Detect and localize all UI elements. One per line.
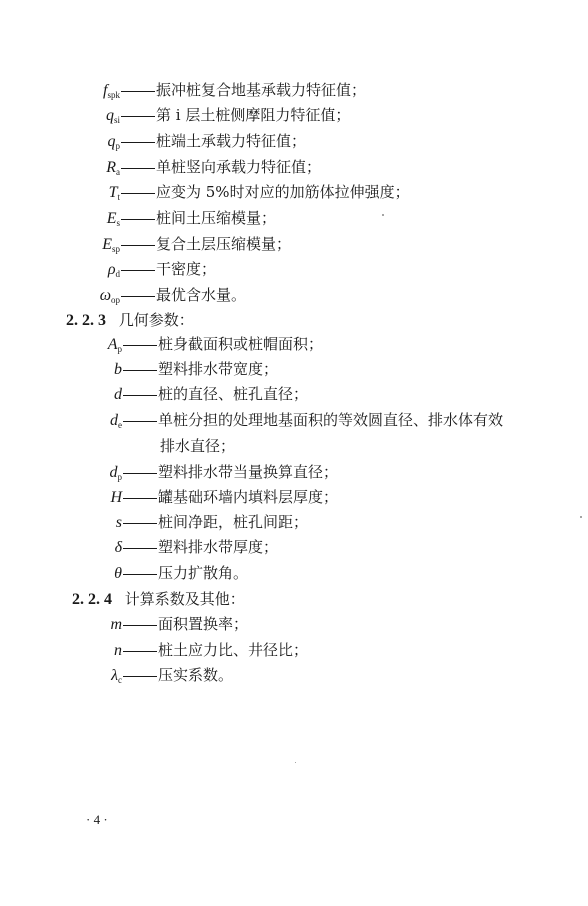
symbol-subscript: s	[116, 218, 120, 228]
symbol-definition-row	[0, 80, 366, 105]
em-dash-rule	[121, 270, 155, 271]
scan-speck	[295, 762, 296, 763]
symbol-letter: A	[107, 336, 118, 353]
em-dash-rule	[121, 91, 155, 92]
symbol-definition-row	[0, 665, 233, 690]
symbol-subscript: d	[115, 269, 120, 279]
definition-text: 塑料排水带当量换算直径；	[158, 463, 339, 481]
section-heading-2-2-3	[66, 310, 194, 331]
symbol	[0, 132, 120, 156]
definition-text: 桩土应力比、井径比；	[158, 641, 309, 659]
definition-text: 最优含水量。	[156, 286, 247, 304]
symbol-subscript: p	[117, 344, 122, 354]
symbol-definition-row	[0, 640, 308, 665]
symbol-definition-row	[0, 563, 248, 588]
page-number: · 4 ·	[86, 812, 108, 827]
definition-text: 桩间土压缩模量；	[156, 209, 277, 227]
em-dash-rule	[123, 395, 157, 396]
symbol-definition-row	[0, 537, 278, 562]
symbol	[0, 81, 120, 105]
definition-text: 振冲桩复合地基承载力特征值；	[156, 81, 367, 99]
symbol	[0, 666, 122, 690]
symbol-letter: E	[106, 210, 117, 227]
definition-text: 桩端土承载力特征值；	[156, 132, 307, 150]
definition-text: 塑料排水带厚度；	[158, 538, 279, 556]
em-dash-rule	[123, 676, 157, 677]
section-number: 2. 2. 3	[66, 312, 106, 329]
symbol-letter: δ	[114, 539, 122, 556]
symbol-subscript: a	[116, 167, 120, 177]
em-dash-rule	[121, 168, 155, 169]
symbol-subscript: op	[111, 295, 120, 305]
symbol	[0, 615, 122, 639]
symbol-subscript: si	[113, 115, 120, 125]
em-dash-rule	[121, 116, 155, 117]
em-dash-rule	[121, 193, 155, 194]
symbol	[0, 564, 122, 588]
symbol-letter: d	[114, 386, 122, 403]
symbol	[0, 538, 122, 562]
symbol-definition-row	[0, 131, 306, 156]
symbol-subscript: p	[117, 472, 122, 482]
em-dash-rule	[123, 651, 157, 652]
symbol-letter: λ	[111, 667, 118, 684]
symbol-letter: θ	[114, 565, 122, 582]
symbol-definition-row	[0, 614, 248, 639]
symbol-letter: q	[105, 107, 114, 124]
em-dash-rule	[123, 523, 157, 524]
section-title: 计算系数及其他：	[124, 590, 245, 608]
definition-text: 桩的直径、桩孔直径；	[158, 385, 309, 403]
symbol-letter: ρ	[107, 261, 116, 278]
symbol	[0, 385, 122, 409]
em-dash-rule	[123, 625, 157, 626]
symbol-definition-row	[0, 259, 216, 284]
definition-text: 压力扩散角。	[158, 564, 249, 582]
symbol	[0, 106, 120, 130]
definition-text: 压实系数。	[158, 666, 234, 684]
symbol-letter: m	[110, 616, 122, 633]
definition-text: 塑料排水带宽度；	[158, 360, 279, 378]
symbol	[0, 513, 122, 537]
definition-text: 单桩分担的处理地基面积的等效圆直径、排水体有效	[158, 411, 504, 429]
symbol-letter: E	[102, 236, 112, 253]
definition-text: 应变为 5%时对应的加筋体拉伸强度；	[156, 183, 410, 201]
symbol	[0, 235, 120, 259]
definition-continuation: 排水直径；	[160, 437, 236, 455]
em-dash-rule	[121, 296, 155, 297]
symbol-letter: d	[109, 464, 118, 481]
symbol-definition-row	[0, 462, 338, 487]
symbol	[0, 209, 120, 233]
symbol-subscript: p	[115, 141, 120, 151]
symbol-subscript: t	[117, 192, 120, 202]
section-title: 几何参数：	[118, 311, 194, 329]
symbol	[0, 411, 122, 435]
em-dash-rule	[123, 370, 157, 371]
symbol-letter: ω	[99, 287, 111, 304]
symbol	[0, 463, 122, 487]
definition-text: 桩间净距，桩孔间距；	[158, 513, 309, 531]
symbol-subscript: sp	[111, 244, 120, 254]
em-dash-rule	[121, 245, 155, 246]
symbol	[0, 488, 122, 512]
symbol-letter: f	[103, 82, 108, 99]
symbol-subscript: c	[118, 675, 122, 685]
symbol-letter: d	[110, 412, 118, 429]
symbol-definition-row	[0, 208, 276, 233]
symbol-letter: R	[106, 159, 116, 176]
symbol-definition-row	[0, 384, 308, 409]
symbol	[0, 158, 120, 182]
symbol	[0, 335, 122, 359]
symbol-definition-row	[0, 234, 291, 259]
definition-text: 复合土层压缩模量；	[156, 235, 292, 253]
symbol	[0, 286, 120, 310]
symbol-subscript: e	[118, 420, 122, 430]
definition-text: 桩身截面积或桩帽面积；	[158, 335, 324, 353]
definition-text: 第 i 层土桩侧摩阻力特征值；	[156, 106, 351, 124]
symbol-letter: s	[115, 514, 122, 531]
symbol-definition-row	[0, 487, 338, 512]
symbol	[0, 360, 122, 384]
section-number: 2. 2. 4	[72, 591, 112, 608]
em-dash-rule	[123, 421, 157, 422]
em-dash-rule	[123, 345, 157, 346]
em-dash-rule	[123, 548, 157, 549]
symbol-letter: n	[114, 642, 122, 659]
section-heading-2-2-4	[72, 589, 245, 610]
symbol-letter: H	[110, 489, 122, 506]
symbol	[0, 641, 122, 665]
symbol	[0, 183, 120, 207]
definition-text: 单桩竖向承载力特征值；	[156, 158, 322, 176]
scan-speck	[382, 214, 384, 216]
symbol-definition-row	[0, 359, 278, 384]
em-dash-rule	[123, 574, 157, 575]
symbol-subscript: spk	[107, 90, 120, 100]
symbol	[0, 260, 120, 284]
symbol-letter: q	[107, 133, 116, 150]
symbol-letter: b	[114, 361, 122, 378]
symbol-definition-row	[0, 512, 308, 537]
symbol-definition-row	[0, 334, 323, 359]
definition-text: 面积置换率；	[158, 615, 249, 633]
symbol-definition-row	[0, 157, 321, 182]
em-dash-rule	[123, 473, 157, 474]
symbol-definition-row	[0, 105, 350, 130]
symbol-definition-row	[0, 285, 246, 310]
em-dash-rule	[121, 219, 155, 220]
em-dash-rule	[123, 498, 157, 499]
symbol-letter: T	[108, 184, 118, 201]
em-dash-rule	[121, 142, 155, 143]
scan-speck	[580, 516, 582, 518]
symbol-definition-row	[0, 410, 503, 435]
definition-text: 干密度；	[156, 260, 217, 278]
definition-text: 罐基础环墙内填料层厚度；	[158, 488, 339, 506]
symbol-definition-row	[0, 182, 410, 207]
